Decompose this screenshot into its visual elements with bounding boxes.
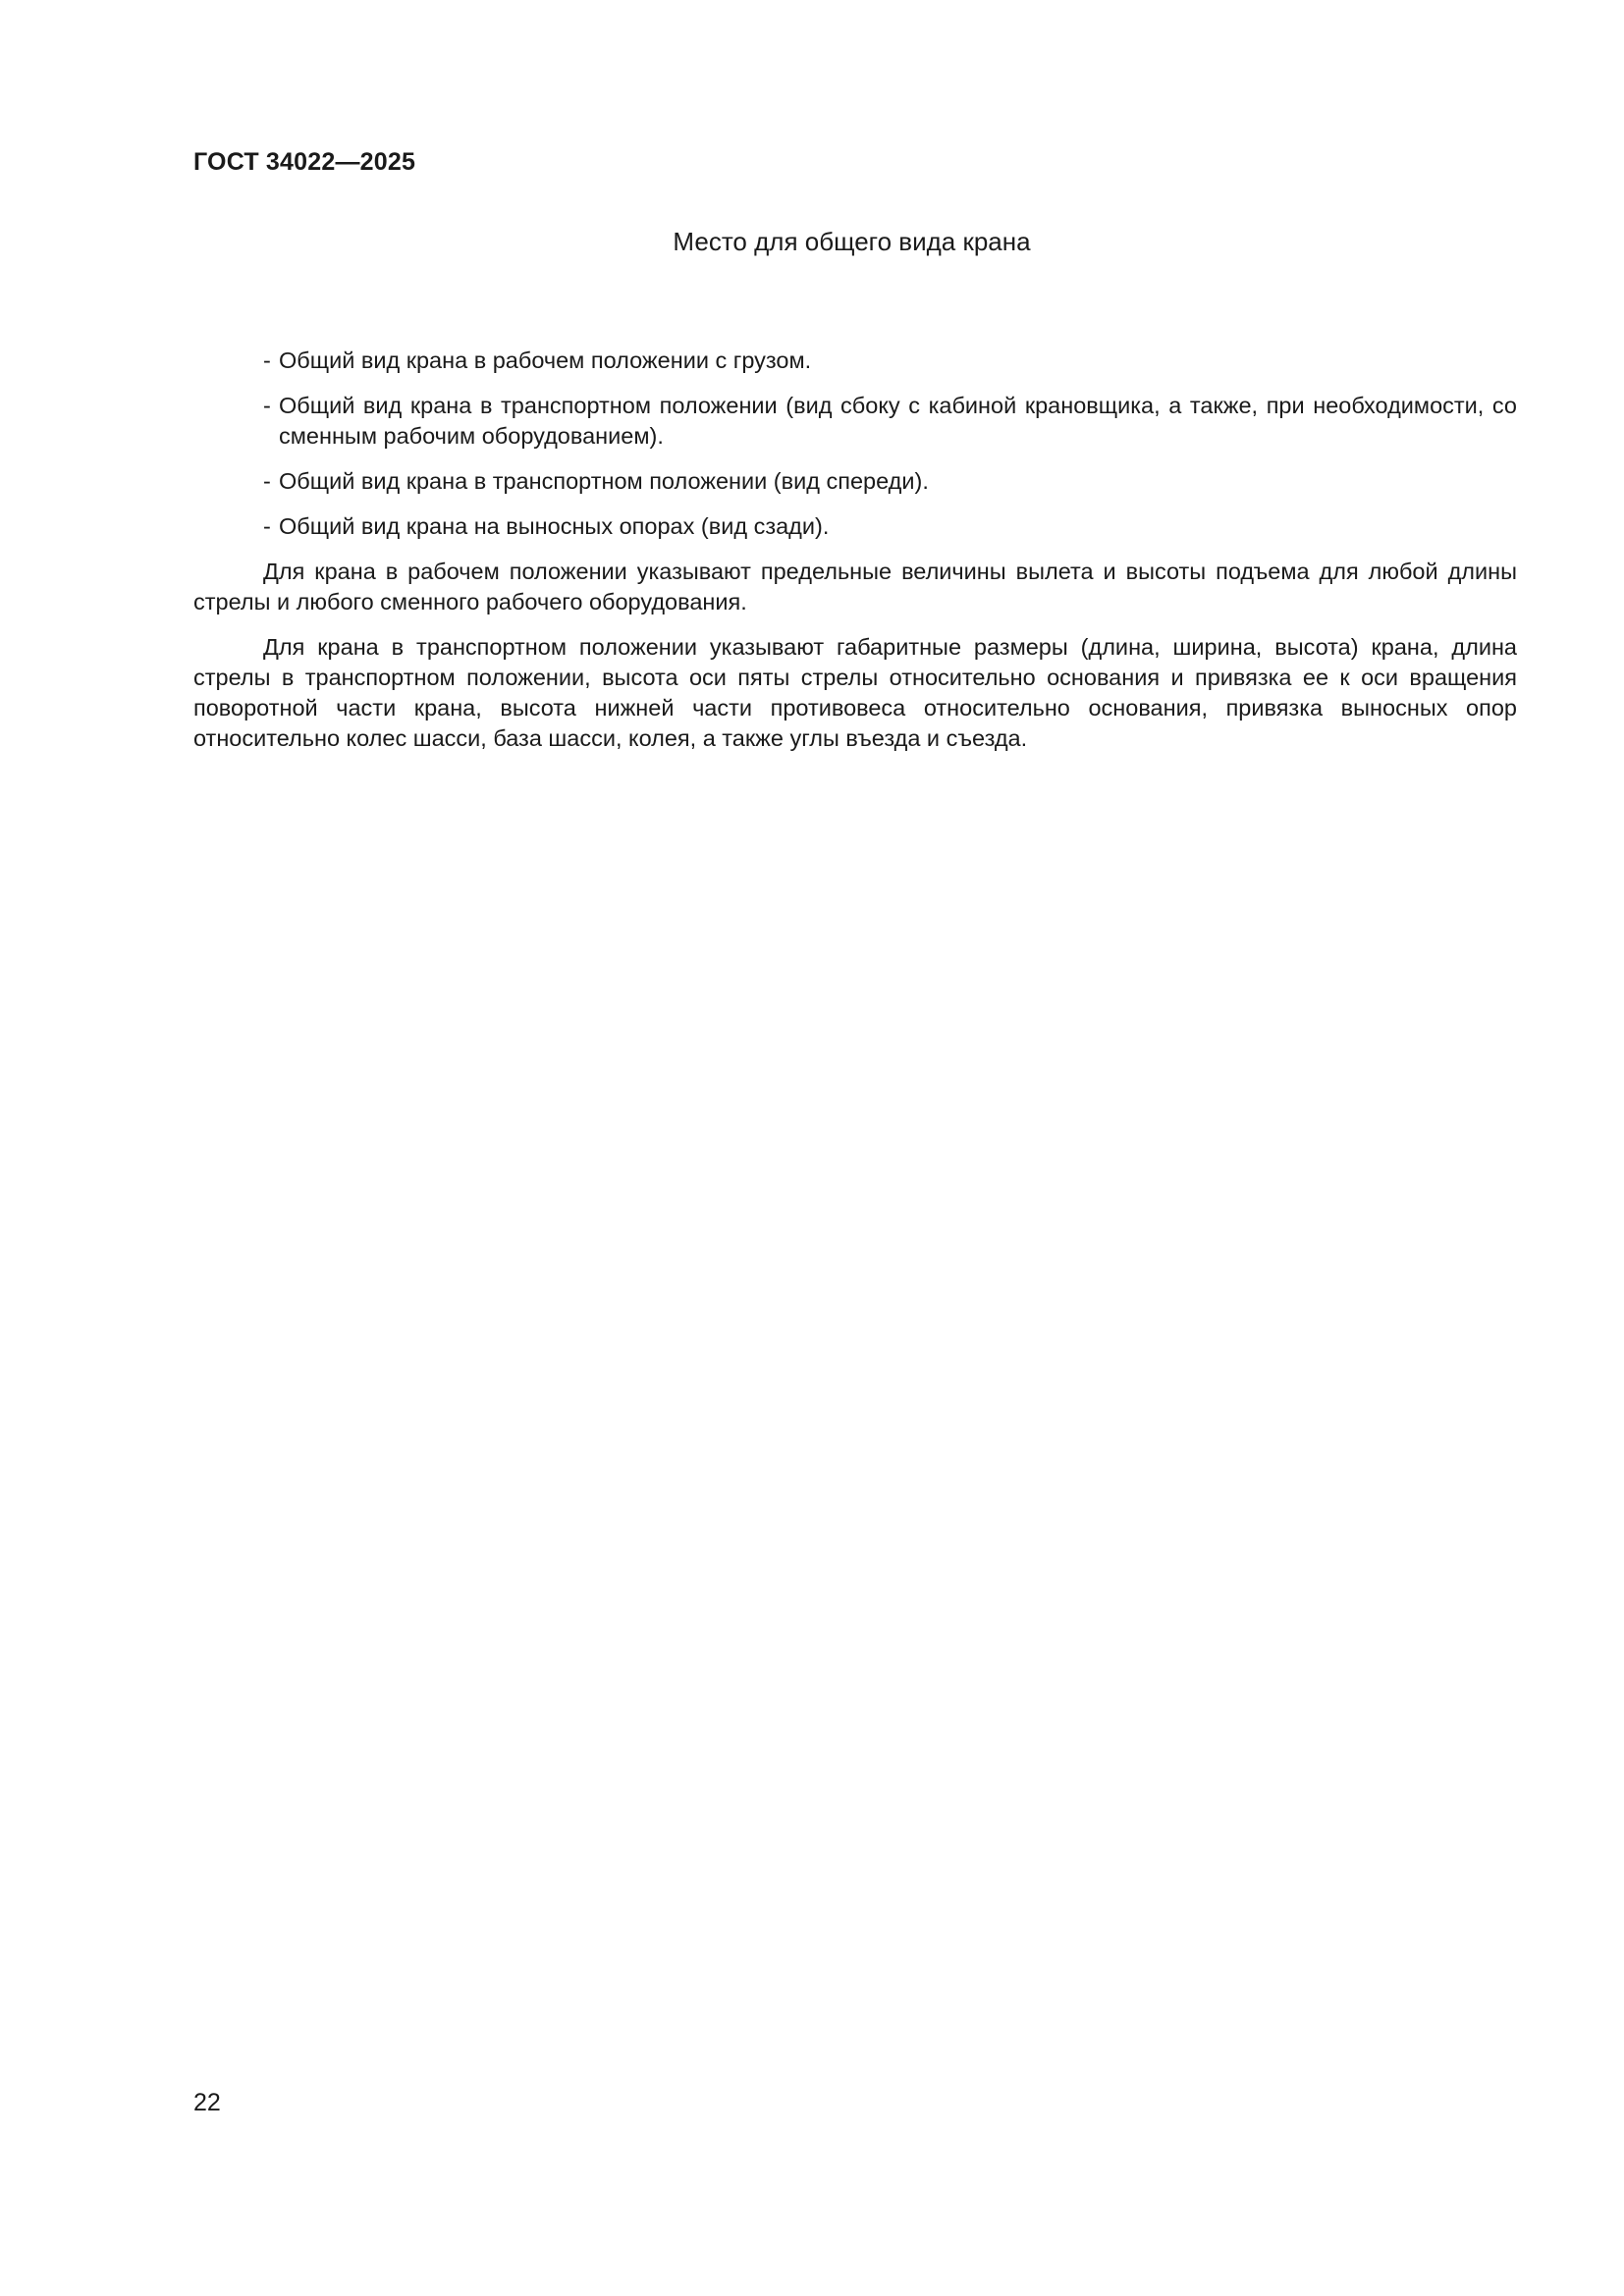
list-item-text: Общий вид крана в рабочем положении с грузом. [279,347,812,373]
list-dash: - [263,513,271,539]
list-dash: - [263,393,271,418]
document-code-header: ГОСТ 34022—2025 [193,148,416,176]
list-item-text: Общий вид крана в транспортном положении (вид сбоку с кабиной крановщика, а также, при необходимости, со сменным рабочим оборудованием). [279,393,1517,449]
list-dash: - [263,468,271,494]
list-item-text: Общий вид крана на выносных опорах (вид сзади). [279,513,830,539]
paragraph-working-position: Для крана в рабочем положении указывают предельные величины вылета и высоты подъема для любой длины стрелы и любого сменного рабочего оборудования. [193,559,1517,614]
section-title: Место для общего вида крана [673,227,1031,256]
list-item [193,346,1517,376]
list-dash: - [263,347,271,373]
list-item [193,466,1517,497]
view-list [193,346,1517,542]
document-body [193,346,1517,769]
list-item [193,391,1517,452]
list-item [193,511,1517,542]
list-item-text: Общий вид крана в транспортном положении (вид спереди). [279,468,929,494]
page-number: 22 [193,2089,221,2116]
paragraph-transport-position: Для крана в транспортном положении указывают габаритные размеры (длина, ширина, высота) крана, длина стрелы в транспортном положении, высота оси пяты стрелы относительно основания и привязка ее к оси вращения поворотной части крана, высота нижней части противовеса относительно основания, привязка выносных опор относительно колес шасси, база шасси, колея, а также углы въезда и съезда. [193,634,1517,751]
